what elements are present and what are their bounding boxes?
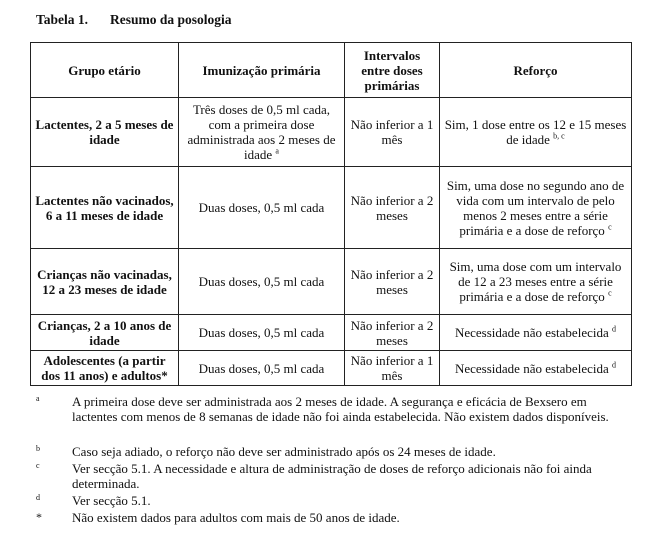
footnote-mark: a [36, 394, 40, 403]
table-row [31, 315, 632, 351]
booster-text: Sim, 1 dose entre os 12 e 15 meses de idade [444, 117, 627, 147]
table-row [31, 167, 632, 249]
footnote-text: Não existem dados para adultos com mais de 50 anos de idade. [72, 510, 400, 525]
cell-booster [440, 351, 632, 386]
footnote-mark: * [36, 510, 42, 524]
cell-primary: Duas doses, 0,5 ml cada [179, 315, 345, 351]
dosage-table [30, 42, 632, 386]
footnote-ref: c [608, 288, 612, 298]
booster-text: Sim, uma dose no segundo ano de vida com um intervalo de pelo menos 2 meses entre a série primária e a dose de reforço [446, 177, 625, 238]
cell-primary [179, 98, 345, 167]
cell-age-group: Crianças não vacinadas, 12 a 23 meses de idade [31, 249, 179, 315]
cell-primary: Duas doses, 0,5 ml cada [179, 249, 345, 315]
booster-text: Sim, uma dose com um intervalo de 12 a 23 meses entre a série primária e a dose de reforço [449, 259, 622, 304]
footnote-ref: d [612, 360, 616, 370]
table-caption [36, 12, 232, 28]
cell-interval: Não inferior a 2 meses [345, 167, 440, 249]
cell-age-group: Lactentes não vacinados, 6 a 11 meses de idade [31, 167, 179, 249]
booster-text: Necessidade não estabelecida [454, 360, 609, 376]
footnote-text: Ver secção 5.1. [72, 493, 151, 508]
cell-booster [440, 315, 632, 351]
cell-booster [440, 167, 632, 249]
table-number: Tabela 1. [36, 12, 89, 27]
table-row [31, 249, 632, 315]
cell-booster [440, 98, 632, 167]
cell-primary: Duas doses, 0,5 ml cada [179, 351, 345, 386]
cell-interval: Não inferior a 2 meses [345, 315, 440, 351]
footnote-ref: a [275, 146, 279, 156]
cell-interval: Não inferior a 1 mês [345, 351, 440, 386]
footnote-text: Ver secção 5.1. A necessidade e altura de administração de doses de reforço adicionais não foi ainda determinada. [72, 461, 592, 491]
cell-age-group: Lactentes, 2 a 5 meses de idade [31, 98, 179, 167]
footnote-ref: c [608, 222, 612, 232]
header-age-group: Grupo etário [31, 43, 179, 98]
cell-interval: Não inferior a 2 meses [345, 249, 440, 315]
cell-age-group: Adolescentes (a partir dos 11 anos) e adultos* [31, 351, 179, 386]
table-row [31, 98, 632, 167]
booster-text: Necessidade não estabelecida [454, 325, 609, 340]
cell-booster [440, 249, 632, 315]
header-primary-immunization: Imunização primária [179, 43, 345, 98]
cell-interval: Não inferior a 1 mês [345, 98, 440, 167]
footnote-mark: d [36, 493, 40, 502]
primary-text: Três doses de 0,5 ml cada, com a primeira dose administrada aos 2 meses de idade [187, 102, 336, 162]
footnote-ref: d [612, 324, 616, 334]
table-row [31, 351, 632, 386]
cell-primary: Duas doses, 0,5 ml cada [179, 167, 345, 249]
table-title: Resumo da posologia [110, 12, 232, 27]
header-intervals: Intervalos entre doses primárias [345, 43, 440, 98]
table-header-row [31, 43, 632, 98]
footnote-mark: b [36, 444, 40, 453]
footnote-text: A primeira dose deve ser administrada aos 2 meses de idade. A segurança e eficácia de Bexsero em lactentes com menos de 8 semanas de idade não foi ainda estabelecida. Não existem dados disponíveis. [72, 394, 609, 424]
cell-age-group: Crianças, 2 a 10 anos de idade [31, 315, 179, 351]
footnote-ref: b, c [553, 131, 565, 141]
footnote-mark: c [36, 461, 40, 470]
header-booster: Reforço [440, 43, 632, 98]
footnote-text: Caso seja adiado, o reforço não deve ser administrado após os 24 meses de idade. [72, 444, 496, 459]
